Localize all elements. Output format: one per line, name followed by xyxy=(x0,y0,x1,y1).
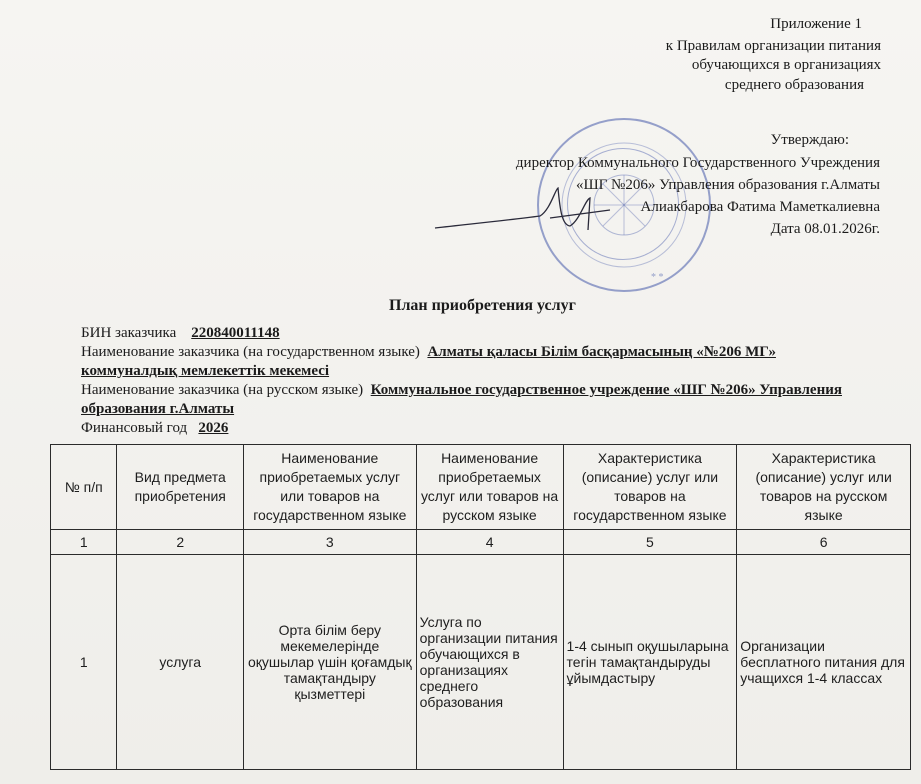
bin-value: 220840011148 xyxy=(191,325,280,341)
annex-line-1: Приложение 1 xyxy=(770,16,862,32)
customer-name-ru-line xyxy=(81,381,842,400)
header-cell: Характеристика (описание) услуг или товаров на государственном языке xyxy=(563,445,737,530)
row-type: услуга xyxy=(117,555,244,770)
fiscal-year-line xyxy=(81,419,228,438)
table-row xyxy=(51,555,911,770)
column-number: 3 xyxy=(244,530,417,555)
row-number: 1 xyxy=(51,555,117,770)
name-state-label: Наименование заказчика (на государственном языке) xyxy=(81,344,420,360)
purchase-plan-table xyxy=(50,444,911,770)
year-label: Финансовый год xyxy=(81,420,188,436)
row-name-ru: Услуга по организации питания обучающихся в организациях среднего образования xyxy=(416,555,563,770)
approval-position: директор Коммунального Государственного Учреждения xyxy=(515,155,880,171)
approval-date: Дата 08.01.2026г. xyxy=(770,221,880,237)
svg-text:* *: * * xyxy=(651,272,664,283)
column-number-row xyxy=(51,530,911,555)
column-number: 6 xyxy=(737,530,911,555)
annex-line-4: среднего образования xyxy=(724,77,864,93)
customer-name-state-line xyxy=(81,343,776,362)
row-desc-kz: 1-4 сынып оқушыларына тегін тамақтандыруды ұйымдастыру xyxy=(563,555,737,770)
header-cell: № п/п xyxy=(51,445,117,530)
approval-org: «ШГ №206» Управления образования г.Алматы xyxy=(575,177,880,193)
annex-line-3: обучающихся в организациях xyxy=(691,57,881,73)
customer-name-ru-line-2 xyxy=(81,400,234,419)
column-number: 2 xyxy=(117,530,244,555)
header-cell: Наименование приобретаемых услуг или товаров на государственном языке xyxy=(244,445,417,530)
approval-name: Алиакбарова Фатима Маметкалиевна xyxy=(640,199,880,215)
name-state-value-1: Алматы қаласы Білім басқармасының «№206 МГ» xyxy=(427,344,776,360)
name-ru-value-2: образования г.Алматы xyxy=(81,401,235,417)
column-number: 5 xyxy=(563,530,737,555)
customer-bin-line xyxy=(81,324,280,343)
approval-label: Утверждаю: xyxy=(770,132,849,148)
name-state-value-2: коммуналдық мемлекеттік мекемесі xyxy=(81,363,330,379)
name-ru-value-1: Коммунальное государственное учреждение «ШГ №206» Управления xyxy=(370,382,842,398)
column-number: 4 xyxy=(416,530,563,555)
header-cell: Наименование приобретаемых услуг или товаров на русском языке xyxy=(416,445,563,530)
customer-name-state-line-2 xyxy=(81,362,329,381)
page-title: План приобретения услуг xyxy=(389,297,576,314)
signature xyxy=(430,180,630,250)
header-cell: Характеристика (описание) услуг или товаров на русском языке xyxy=(737,445,911,530)
row-desc-ru: Организации бесплатного питания для учащихся 1-4 классах xyxy=(737,555,911,770)
header-cell: Вид предмета приобретения xyxy=(117,445,244,530)
name-ru-label: Наименование заказчика (на русском языке) xyxy=(81,382,364,398)
bin-label: БИН заказчика xyxy=(81,325,177,341)
column-number: 1 xyxy=(51,530,117,555)
row-name-kz: Орта білім беру мекемелерінде оқушылар үшін қоғамдық тамақтандыру қызметтері xyxy=(244,555,417,770)
year-value: 2026 xyxy=(198,420,229,436)
annex-line-2: к Правилам организации питания xyxy=(665,38,881,54)
table-header-row xyxy=(51,445,911,530)
